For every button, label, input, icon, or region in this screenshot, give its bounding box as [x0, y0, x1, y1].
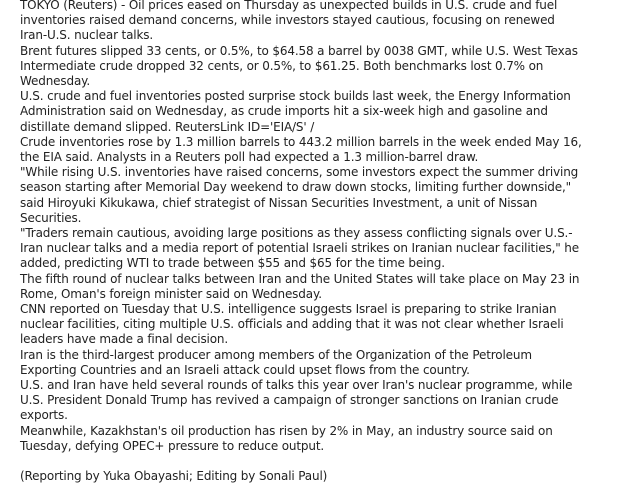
article-paragraph: U.S. and Iran have held several rounds of talks this year over Iran's nuclear programme, while U.S. President Donald Trump has revived a campaign of stronger sanctions on Iranian crude exports.	[20, 378, 573, 423]
article-paragraph: TOKYO (Reuters) - Oil prices eased on Thursday as unexpected builds in U.S. crude and fuel inventories raised demand concerns, while investors stayed cautious, focusing on renewed Iran-U.S. nuclear talks.	[20, 0, 558, 43]
article-paragraph: Meanwhile, Kazakhstan's oil production has risen by 2% in May, an industry source said on Tuesday, defying OPEC+ pressure to reduce output.	[20, 423, 553, 453]
article-paragraph: Crude inventories rose by 1.3 million barrels to 443.2 million barrels in the week ended May 16, the EIA said. Analysts in a Reuters poll had expected a 1.3 million-barrel draw.	[20, 134, 582, 165]
article-body	[20, 0, 585, 484]
article-paragraph: "While rising U.S. inventories have raised concerns, some investors expect the summer driving season starting after Memorial Day weekend to draw down stocks, limiting further downside," said Hiroyuki Kikukawa, chief strategist of Nissan Securities Investment, a unit of Nissan Securities.	[20, 165, 579, 225]
article-paragraph: The fifth round of nuclear talks between Iran and the United States will take place on May 23 in Rome, Oman's foreign minister said on Wednesday.	[20, 271, 580, 301]
article-paragraph: Brent futures slipped 33 cents, or 0.5%, to $64.58 a barrel by 0038 GMT, while U.S. West Texas Intermediate crude dropped 32 cents, or 0.5%, to $61.25. Both benchmarks lost 0.7% on Wednesday.	[20, 43, 578, 89]
article-paragraph: CNN reported on Tuesday that U.S. intelligence suggests Israel is preparing to strike Iranian nuclear facilities, citing multiple U.S. officials and adding that it was not clear whether Israeli leaders have made a final decision.	[20, 302, 564, 347]
article-credit: (Reporting by Yuka Obayashi; Editing by Sonali Paul)	[20, 469, 328, 484]
article-paragraph: "Traders remain cautious, avoiding large positions as they assess conflicting signals over U.S.-Iran nuclear talks and a media report of potential Israeli strikes on Iranian nuclear facilities," he added, predicting WTI to trade between $55 and $65 for the time being.	[20, 226, 579, 271]
article-paragraph: U.S. crude and fuel inventories posted surprise stock builds last week, the Energy Information Administration said on Wednesday, as crude imports hit a six-week high and gasoline and distillate demand slipped. ReutersLink ID='EIA/S' /	[20, 89, 571, 134]
article-paragraph: Iran is the third-largest producer among members of the Organization of the Petroleum Exporting Countries and an Israeli attack could upset flows from the country.	[20, 347, 532, 377]
